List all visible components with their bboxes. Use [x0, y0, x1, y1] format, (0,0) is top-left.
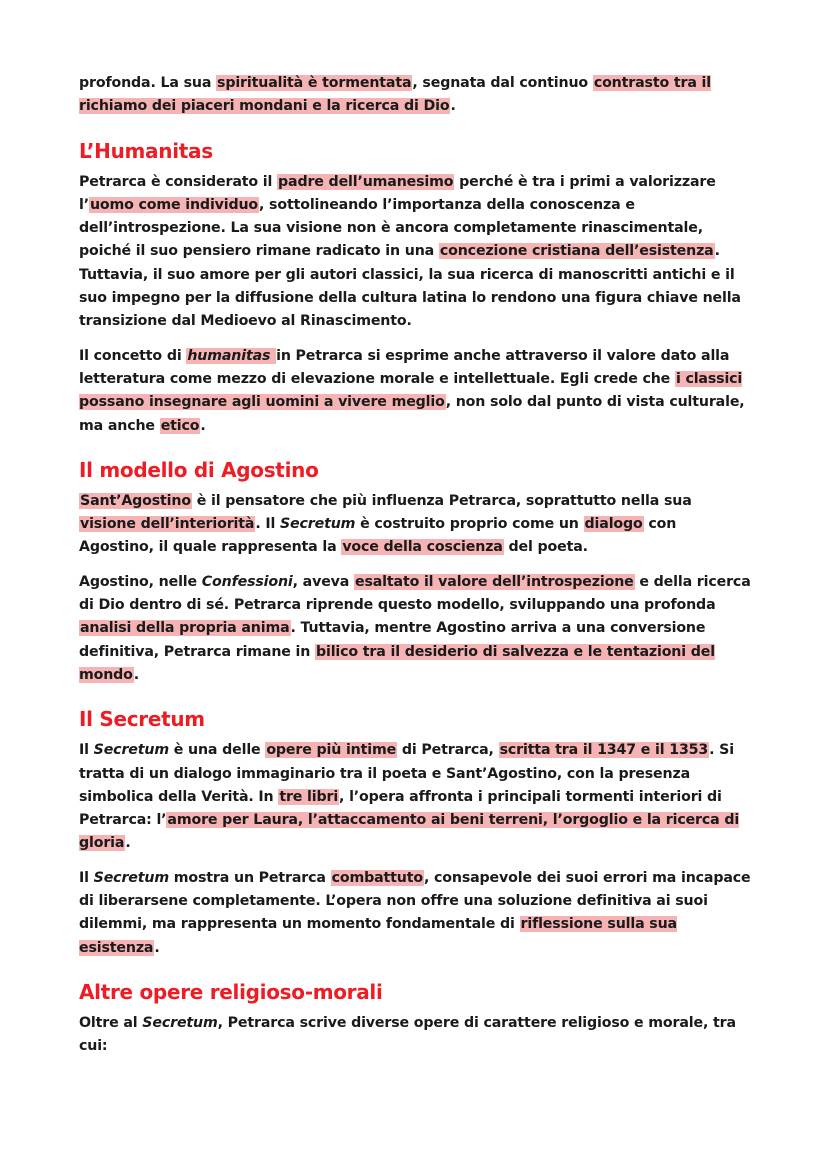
highlighted-text: amore per Laura, l’attaccamento ai beni terreni, l’orgoglio e la ricerca di gloria — [79, 812, 740, 852]
section-heading: Il Secretum — [79, 707, 205, 732]
text-run: , Petrarca scrive diverse opere di carattere religioso e morale, tra cui: — [79, 1014, 736, 1055]
highlighted-text — [186, 348, 276, 364]
highlighted-text: dialogo — [584, 516, 643, 533]
text-run: . Si tratta di un dialogo immaginario tra il poeta e Sant’Agostino, con la presenza simbolica della Verità. In — [79, 742, 734, 805]
text-run: , segnata dal continuo — [412, 75, 593, 91]
highlighted-text: Sant’Agostino — [80, 492, 191, 509]
text-run: Il — [79, 742, 94, 759]
highlighted-text: opere più intime — [266, 742, 397, 759]
text-run: . — [125, 835, 131, 852]
text-run: è il pensatore che più influenza Petrarca, soprattutto nella sua — [191, 492, 692, 509]
italic-text: Secretum — [93, 869, 169, 886]
paragraph — [79, 345, 752, 438]
text-run: Petrarca è considerato il — [79, 173, 278, 190]
paragraph — [79, 72, 752, 119]
section-heading: L’Humanitas — [79, 138, 213, 163]
text-run: del poeta. — [503, 539, 588, 556]
text-run: Il — [79, 869, 94, 886]
highlighted-text: bilico tra il desiderio di salvezza e le tentazioni del mondo — [79, 643, 715, 683]
paragraph — [79, 739, 752, 855]
text-run: . Tuttavia, il suo amore per gli autori classici, la sua ricerca di manoscritti antichi e il suo impegno per la diffusione della cultura latina lo rendono una figura chiave nella transizione dal Medioevo al Rinascimento. — [79, 243, 741, 330]
section-heading: Altre opere religioso-morali — [79, 979, 383, 1004]
text-run: . Il — [255, 516, 280, 533]
highlighted-text: uomo come individuo — [89, 196, 259, 213]
paragraph — [79, 1012, 752, 1059]
highlighted-text: i classici possano insegnare agli uomini a vivere meglio — [79, 370, 743, 411]
paragraph — [79, 571, 752, 687]
highlighted-text: esaltato il valore dell’introspezione — [354, 573, 634, 590]
italic-text: Confessioni — [201, 573, 293, 590]
text-run: , l’opera affronta i principali tormenti interiori di Petrarca: l’ — [79, 788, 722, 829]
text-run: mostra un Petrarca — [168, 869, 331, 886]
highlighted-text: etico — [160, 417, 200, 434]
highlighted-text: combattuto — [331, 869, 423, 886]
text-run: profonda. La sua — [79, 75, 217, 91]
highlighted-text: padre dell’umanesimo — [278, 173, 454, 190]
text-run: Il concetto di — [79, 347, 187, 364]
section-heading: Il modello di Agostino — [79, 457, 319, 482]
highlighted-text: concezione cristiana dell’esistenza — [439, 243, 714, 260]
text-run: . Tuttavia, mentre Agostino arriva a una conversione definitiva, Petrarca rimane in — [79, 620, 706, 660]
text-run: , non solo dal punto di vista culturale, ma anche — [79, 394, 745, 434]
italic-text: humanitas — [187, 347, 276, 364]
text-run: perché è tra i primi a valorizzare l’ — [79, 173, 716, 213]
text-run: . — [450, 98, 456, 115]
text-run: Agostino, nelle — [79, 573, 202, 590]
highlighted-text: riflessione sulla sua esistenza — [79, 916, 677, 956]
text-run: è una delle — [168, 742, 266, 759]
text-run: , consapevole dei suoi errori ma incapace di liberarsene completamente. L’opera non offre una soluzione definitiva ai suoi dilemmi, ma rappresenta un momento fondamentale di — [79, 869, 751, 933]
highlighted-text: contrasto tra il richiamo dei piaceri mondani e la ricerca di Dio — [79, 75, 711, 115]
highlighted-text: scritta tra il 1347 e il 1353 — [499, 742, 709, 759]
highlighted-text: analisi della propria anima — [80, 620, 290, 637]
highlighted-text: spiritualità è tormentata — [217, 75, 412, 91]
highlighted-text: tre libri — [279, 788, 339, 805]
italic-text: Secretum — [279, 516, 356, 533]
paragraph — [79, 490, 752, 560]
paragraph — [79, 171, 752, 334]
text-run: in Petrarca si esprime anche attraverso il valore dato alla letteratura come mezzo di elevazione morale e intellettuale. Egli crede che — [79, 347, 730, 387]
text-run: . — [133, 666, 140, 683]
text-run: e della ricerca di Dio dentro di sé. Petrarca riprende questo modello, sviluppando una profonda — [79, 573, 751, 614]
italic-text: Secretum — [142, 1014, 218, 1031]
text-run: con Agostino, il quale rappresenta la — [79, 516, 677, 556]
text-run: , sottolineando l’importanza della conoscenza e dell’introspezione. La sua visione non è ancora completamente rinascimentale, poiché il suo pensiero rimane radicato in una — [79, 196, 703, 260]
paragraph — [79, 867, 752, 960]
highlighted-text: visione dell’interiorità — [80, 516, 255, 533]
text-run: Oltre al — [79, 1014, 143, 1031]
text-run: . — [200, 417, 206, 434]
text-run: . — [154, 939, 160, 956]
highlighted-text: voce della coscienza — [342, 539, 503, 556]
text-run: , aveva — [292, 573, 354, 590]
italic-text: Secretum — [93, 742, 169, 759]
text-run: è costruito proprio come un — [355, 516, 584, 533]
text-run: di Petrarca, — [397, 742, 499, 759]
